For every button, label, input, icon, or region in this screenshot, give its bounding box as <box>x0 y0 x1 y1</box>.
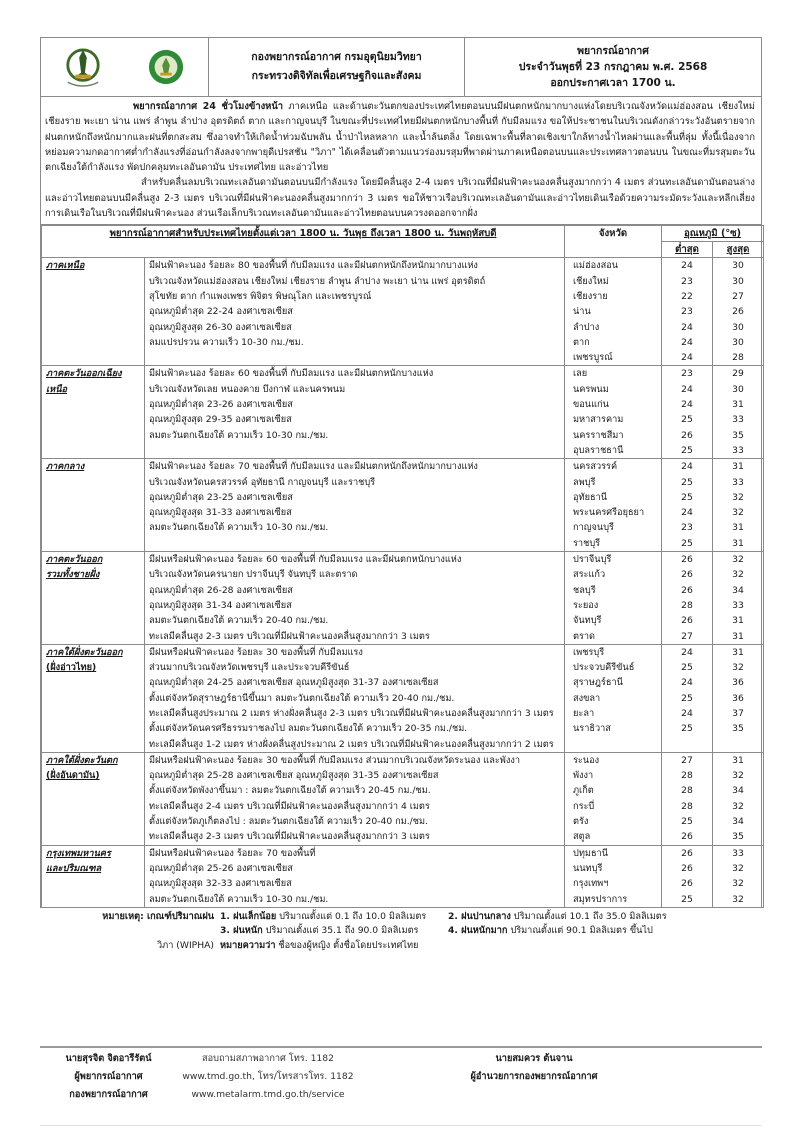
region-title: ภาคตะวันออก <box>46 554 103 566</box>
forecast-line: มีฝนฟ้าคะนอง ร้อยละ 70 ของพื้นที่ กับมีลมแรง และมีฝนตกหนักถึงหนักมากบางแห่ง <box>149 461 478 473</box>
province-name: ระยอง <box>573 599 599 611</box>
forecast-period-header: พยากรณ์อากาศสำหรับประเทศไทยตั้งแต่เวลา 1800 น. วันพุธ ถึงเวลา 1800 น. วันพฤหัสบดี <box>42 226 565 258</box>
max-temp: 31 <box>732 646 744 658</box>
province-name-column <box>565 752 662 845</box>
province-name: ภูเก็ต <box>573 785 594 797</box>
region-title: กรุงเทพมหานคร <box>46 847 111 859</box>
storm-name-label: วิภา (WIPHA) <box>157 939 214 951</box>
summary-paragraph-1 <box>45 99 755 175</box>
region-subtitle: รวมทั้งชายฝั่ง <box>46 569 100 581</box>
min-temp: 25 <box>681 414 693 426</box>
bottom-divider <box>40 1125 762 1126</box>
region-name <box>42 752 145 845</box>
temperature-header: อุณหภูมิ (°ซ) <box>662 226 764 242</box>
forecast-line: ตั้งแต่จังหวัดพังงาขึ้นมา : ลมตะวันตกเฉียงใต้ ความเร็ว 20-45 กม./ชม. <box>149 785 431 797</box>
province-name: ตราด <box>573 630 596 642</box>
rain-category-2: 2. ฝนปานกลาง ปริมาณตั้งแต่ 10.1 ถึง 35.0 มิลลิเมตร <box>448 910 667 922</box>
forecaster-role: ผู้พยากรณ์อากาศ <box>74 1071 143 1082</box>
province-name-column <box>565 552 662 645</box>
province-name: ลพบุรี <box>573 476 596 488</box>
max-temp: 32 <box>732 569 744 581</box>
region-subtitle: และปริมณฑล <box>46 862 102 874</box>
province-name: เชียงราย <box>573 290 608 302</box>
document-header <box>41 38 761 97</box>
forecast-line: อุณหภูมิต่ำสุด 22-24 องศาเซลเซียส <box>149 306 293 318</box>
forecast-line: มีฝนหรือฝนฟ้าคะนอง ร้อยละ 60 ของพื้นที่ กับมีลมแรง และมีฝนตกหนักบางแห่ง <box>149 554 462 566</box>
min-temp: 25 <box>681 692 693 704</box>
min-temp: 26 <box>681 615 693 627</box>
min-temp: 28 <box>681 785 693 797</box>
max-temp: 33 <box>732 444 744 456</box>
min-temp: 24 <box>681 352 693 364</box>
region-name <box>42 459 145 552</box>
forecast-line: ลมตะวันตกเฉียงใต้ ความเร็ว 10-30 กม./ชม. <box>149 893 329 905</box>
region-name <box>42 845 145 907</box>
max-temp: 30 <box>732 383 744 395</box>
province-name-column <box>565 644 662 752</box>
max-temp-header: สูงสุด <box>713 242 764 258</box>
forecast-line: ลมตะวันตกเฉียงใต้ ความเร็ว 10-30 กม./ชม. <box>149 429 329 441</box>
min-temp: 28 <box>681 599 693 611</box>
min-temp-column <box>662 845 713 907</box>
min-temp: 24 <box>681 383 693 395</box>
min-temp: 24 <box>681 336 693 348</box>
max-temp: 32 <box>732 862 744 874</box>
province-name: กระบี่ <box>573 800 595 812</box>
province-name: ชลบุรี <box>573 584 596 596</box>
forecast-line: ส่วนมากบริเวณจังหวัดเพชรบุรี และประจวบคีรีขันธ์ <box>149 662 350 674</box>
region-name <box>42 258 145 366</box>
province-header: จังหวัด <box>565 226 662 258</box>
min-temp: 25 <box>681 893 693 905</box>
province-name: สุราษฎร์ธานี <box>573 677 623 689</box>
director-block <box>399 1050 669 1104</box>
province-name: ระนอง <box>573 754 600 766</box>
forecast-line: บริเวณจังหวัดแม่ฮ่องสอน เชียงใหม่ เชียงราย ลำพูน ลำปาง พะเยา น่าน แพร่ อุตรดิตถ์ <box>149 275 486 287</box>
max-temp: 31 <box>732 461 744 473</box>
province-name: สมุทรปราการ <box>573 893 628 905</box>
max-temp: 31 <box>732 754 744 766</box>
org-line-1: กองพยากรณ์อากาศ กรมอุตุนิยมวิทยา <box>251 51 422 63</box>
region-forecast <box>145 258 565 366</box>
min-temp: 28 <box>681 800 693 812</box>
region-title: ภาคใต้ฝั่งตะวันออก <box>46 646 123 658</box>
min-temp: 24 <box>681 260 693 272</box>
notes-section <box>40 910 762 954</box>
province-name: พังงา <box>573 770 594 782</box>
min-temp-column <box>662 644 713 752</box>
max-temp: 33 <box>732 847 744 859</box>
min-temp: 24 <box>681 677 693 689</box>
province-name: นครพนม <box>573 383 609 395</box>
contact-website[interactable]: www.tmd.go.th, โทร/โทรสารโทร. 1182 <box>182 1071 354 1082</box>
max-temp: 31 <box>732 537 744 549</box>
contact-phone: สอบถามสภาพอากาศ โทร. 1182 <box>202 1053 334 1064</box>
min-temp-header: ต่ำสุด <box>662 242 713 258</box>
province-name: ราชบุรี <box>573 537 601 549</box>
forecaster-name: นายสุรจิต จิตอารีรัตน์ <box>65 1053 152 1064</box>
forecast-line: บริเวณจังหวัดเลย หนองคาย บึงกาฬ และนครพนม <box>149 383 346 395</box>
max-temp: 29 <box>732 368 744 380</box>
forecast-line: ทะเลมีคลื่นสูงประมาณ 2 เมตร ห่างฝั่งคลื่นสูง 2-3 เมตร บริเวณที่มีฝนฟ้าคะนองคลื่นสูงมากกว่า 3 เมตร <box>149 707 554 719</box>
province-name: ประจวบคีรีขันธ์ <box>573 662 635 674</box>
forecast-line: ทะเลมีคลื่นสูง 2-4 เมตร บริเวณที่มีฝนฟ้าคะนองคลื่นสูงมากกว่า 4 เมตร <box>149 800 430 812</box>
forecast-line: ทะเลมีคลื่นสูง 2-3 เมตร บริเวณที่มีฝนฟ้าคะนองคลื่นสูงมากกว่า 3 เมตร <box>149 630 430 642</box>
max-temp: 34 <box>732 816 744 828</box>
max-temp: 31 <box>732 615 744 627</box>
max-temp: 32 <box>732 878 744 890</box>
province-name: จันทบุรี <box>573 615 602 627</box>
title-date: ประจำวันพุธที่ 23 กรกฎาคม พ.ศ. 2568 <box>518 61 708 73</box>
province-name: ขอนแก่น <box>573 399 609 411</box>
region-subtitle: (ฝั่งอันดามัน) <box>46 770 100 782</box>
min-temp: 25 <box>681 476 693 488</box>
province-name: นครราชสีมา <box>573 429 624 441</box>
ministry-logo-icon <box>64 44 102 90</box>
max-temp: 36 <box>732 692 744 704</box>
province-name: น่าน <box>573 306 591 318</box>
max-temp: 35 <box>732 429 744 441</box>
region-title: ภาคตะวันออกเฉียงเหนือ <box>46 368 122 395</box>
forecast-line: บริเวณจังหวัดนครสวรรค์ อุทัยธานี กาญจนบุรี และราชบุรี <box>149 476 376 488</box>
max-temp: 32 <box>732 507 744 519</box>
region-row <box>42 845 764 907</box>
max-temp: 30 <box>732 260 744 272</box>
province-name-column <box>565 258 662 366</box>
max-temp: 26 <box>732 306 744 318</box>
min-temp: 26 <box>681 847 693 859</box>
max-temp-column <box>713 752 764 845</box>
region-name <box>42 644 145 752</box>
region-forecast <box>145 459 565 552</box>
forecast-line: อุณหภูมิสูงสุด 26-30 องศาเซลเซียส <box>149 321 292 333</box>
forecast-line: อุณหภูมิสูงสุด 32-33 องศาเซลเซียส <box>149 878 292 890</box>
region-title: ภาคใต้ฝั่งตะวันตก <box>46 754 118 766</box>
region-row <box>42 366 764 459</box>
contact-service-link[interactable]: www.metalarm.tmd.go.th/service <box>191 1089 345 1100</box>
region-forecast <box>145 366 565 459</box>
forecast-line: อุณหภูมิต่ำสุด 23-25 องศาเซลเซียส <box>149 491 293 503</box>
region-row <box>42 459 764 552</box>
province-name: ปทุมธานี <box>573 847 608 859</box>
max-temp-column <box>713 258 764 366</box>
min-temp: 24 <box>681 507 693 519</box>
province-name: สระแก้ว <box>573 569 606 581</box>
document-frame <box>40 37 762 908</box>
min-temp: 23 <box>681 368 693 380</box>
max-temp-column <box>713 845 764 907</box>
min-temp-column <box>662 366 713 459</box>
min-temp: 26 <box>681 862 693 874</box>
tmd-logo-icon <box>147 44 185 90</box>
forecast-line: ลมแปรปรวน ความเร็ว 10-30 กม./ชม. <box>149 336 304 348</box>
province-name: สงขลา <box>573 692 601 704</box>
max-temp: 30 <box>732 275 744 287</box>
forecast-table <box>41 225 764 907</box>
forecast-line: สุโขทัย ตาก กำแพงเพชร พิจิตร พิษณุโลก และเพชรบูรณ์ <box>149 290 372 302</box>
max-temp: 32 <box>732 491 744 503</box>
province-name: อุบลราชธานี <box>573 444 624 456</box>
max-temp: 36 <box>732 677 744 689</box>
min-temp: 26 <box>681 584 693 596</box>
max-temp: 31 <box>732 630 744 642</box>
province-name: ปราจีนบุรี <box>573 554 612 566</box>
max-temp: 37 <box>732 707 744 719</box>
province-name: เชียงใหม่ <box>573 275 609 287</box>
province-name: พระนครศรีอยุธยา <box>573 507 645 519</box>
min-temp: 22 <box>681 290 693 302</box>
min-temp: 26 <box>681 878 693 890</box>
title-line-1: พยากรณ์อากาศ <box>577 45 649 57</box>
forecast-line: อุณหภูมิต่ำสุด 23-26 องศาเซลเซียส <box>149 399 293 411</box>
province-name: นครสวรรค์ <box>573 461 618 473</box>
region-row <box>42 752 764 845</box>
min-temp: 25 <box>681 816 693 828</box>
region-row <box>42 258 764 366</box>
max-temp: 30 <box>732 336 744 348</box>
forecast-line: ตั้งแต่จังหวัดภูเก็ตลงไป : ลมตะวันตกเฉียงใต้ ความเร็ว 20-40 กม./ชม. <box>149 816 428 828</box>
province-name: กาญจนบุรี <box>573 522 614 534</box>
forecast-line: ทะเลมีคลื่นสูง 2-3 เมตร บริเวณที่มีฝนฟ้าคะนองคลื่นสูงมากกว่า 3 เมตร <box>149 831 430 843</box>
forecast-summary <box>41 97 761 225</box>
min-temp: 24 <box>681 461 693 473</box>
forecaster-block <box>40 1050 177 1104</box>
summary-paragraph-2: สำหรับคลื่นลมบริเวณทะเลอันดามันตอนบนมีกำลังแรง โดยมีคลื่นสูง 2-4 เมตร บริเวณที่มีฝนฟ้าคะนองคลื่นสูงมากกว่า 4 เมตร ส่วนทะเลอันดามันตอนล่างและอ่าวไทยตอนบนมีคลื่นสูง 2-3 เมตร บริเวณที่มีฝนฟ้าคะนองคลื่นสูงมากกว่า 3 เมตร ขอให้ชาวเรือบริเวณทะเลอันดามันและอ่าวไทยเดินเรือด้วยความระมัดระวังและหลีกเลี่ยงการเดินเรือในบริเวณที่มีฝนฟ้าคะนอง ส่วนเรือเล็กบริเวณทะเลอันดามันและอ่าวไทยตอนบนควรงดออกจากฝั่ง <box>45 177 755 220</box>
notes-row-1 <box>40 910 762 925</box>
max-temp: 35 <box>732 723 744 735</box>
forecaster-department: กองพยากรณ์อากาศ <box>69 1089 148 1100</box>
org-line-2: กระทรวงดิจิทัลเพื่อเศรษฐกิจและสังคม <box>251 70 422 82</box>
max-temp-column <box>713 552 764 645</box>
notes-label: หมายเหตุ: เกณฑ์ปริมาณฝน <box>102 910 214 922</box>
min-temp: 26 <box>681 569 693 581</box>
province-name-column <box>565 845 662 907</box>
forecast-line: อุณหภูมิสูงสุด 31-34 องศาเซลเซียส <box>149 599 292 611</box>
forecast-line: มีฝนฟ้าคะนอง ร้อยละ 60 ของพื้นที่ กับมีลมแรง และมีฝนตกหนักบางแห่ง <box>149 368 434 380</box>
storm-name-meaning: หมายความว่า ชื่อของผู้หญิง ตั้งชื่อโดยประเทศไทย <box>220 939 419 951</box>
rain-category-1: 1. ฝนเล็กน้อย ปริมาณตั้งแต่ 0.1 ถึง 10.0 มิลลิเมตร <box>220 910 427 922</box>
min-temp-column <box>662 258 713 366</box>
forecast-line: มีฝนหรือฝนฟ้าคะนอง ร้อยละ 70 ของพื้นที่ <box>149 847 316 859</box>
max-temp: 28 <box>732 352 744 364</box>
max-temp: 33 <box>732 599 744 611</box>
province-name: กรุงเทพฯ <box>573 878 609 890</box>
min-temp: 24 <box>681 321 693 333</box>
region-forecast <box>145 644 565 752</box>
max-temp: 33 <box>732 476 744 488</box>
province-name-column <box>565 366 662 459</box>
min-temp: 25 <box>681 662 693 674</box>
max-temp: 35 <box>732 831 744 843</box>
logo-area <box>41 38 209 96</box>
region-subtitle: (ฝั่งอ่าวไทย) <box>46 662 97 674</box>
max-temp: 30 <box>732 321 744 333</box>
summary-lead: พยากรณ์อากาศ 24 ชั่วโมงข้างหน้า <box>133 101 284 112</box>
organization-name <box>209 38 465 96</box>
min-temp: 25 <box>681 491 693 503</box>
region-row <box>42 552 764 645</box>
min-temp: 27 <box>681 754 693 766</box>
province-name: มหาสารคาม <box>573 414 624 426</box>
document-title <box>465 38 761 96</box>
min-temp: 27 <box>681 630 693 642</box>
forecast-line: บริเวณจังหวัดนครนายก ปราจีนบุรี จันทบุรี และตราด <box>149 569 358 581</box>
max-temp: 33 <box>732 414 744 426</box>
forecast-line: มีฝนหรือฝนฟ้าคะนอง ร้อยละ 30 ของพื้นที่ กับมีลมแรง <box>149 646 363 658</box>
min-temp: 23 <box>681 275 693 287</box>
min-temp-column <box>662 752 713 845</box>
province-name: สตูล <box>573 831 591 843</box>
min-temp: 24 <box>681 646 693 658</box>
min-temp: 24 <box>681 707 693 719</box>
province-name: เพชรบูรณ์ <box>573 352 613 364</box>
max-temp-column <box>713 366 764 459</box>
region-title: ภาคเหนือ <box>46 260 85 272</box>
signature-footer <box>40 1046 762 1104</box>
forecast-line: มีฝนหรือฝนฟ้าคะนอง ร้อยละ 30 ของพื้นที่ กับมีลมแรง ส่วนมากบริเวณจังหวัดระนอง และพังงา <box>149 754 520 766</box>
min-temp: 24 <box>681 399 693 411</box>
forecast-line: อุณหภูมิต่ำสุด 25-26 องศาเซลเซียส <box>149 862 293 874</box>
max-temp: 34 <box>732 584 744 596</box>
min-temp: 26 <box>681 554 693 566</box>
forecast-document <box>40 37 762 953</box>
min-temp: 23 <box>681 306 693 318</box>
min-temp: 25 <box>681 723 693 735</box>
min-temp: 25 <box>681 537 693 549</box>
min-temp: 28 <box>681 770 693 782</box>
region-row <box>42 644 764 752</box>
min-temp-column <box>662 552 713 645</box>
forecast-line: ทะเลมีคลื่นสูง 1-2 เมตร ห่างฝั่งคลื่นสูงประมาณ 2 เมตร บริเวณที่มีฝนฟ้าคะนองคลื่นสูงมากกว่า 2 เมตร <box>149 738 554 750</box>
max-temp: 32 <box>732 662 744 674</box>
notes-row-3 <box>40 939 762 954</box>
max-temp: 34 <box>732 785 744 797</box>
forecast-line: มีฝนฟ้าคะนอง ร้อยละ 80 ของพื้นที่ กับมีลมแรง และมีฝนตกหนักถึงหนักมากบางแห่ง <box>149 260 478 272</box>
forecast-line: อุณหภูมิสูงสุด 29-35 องศาเซลเซียส <box>149 414 292 426</box>
region-forecast <box>145 752 565 845</box>
max-temp: 32 <box>732 893 744 905</box>
rain-category-3: 3. ฝนหนัก ปริมาณตั้งแต่ 35.1 ถึง 90.0 มิลลิเมตร <box>220 925 419 937</box>
forecast-line: ตั้งแต่จังหวัดนครศรีธรรมราชลงไป ลมตะวันตกเฉียงใต้ ความเร็ว 20-35 กม./ชม. <box>149 723 468 735</box>
forecast-line: อุณหภูมิต่ำสุด 24-25 องศาเซลเซียส อุณหภูมิสูงสุด 31-37 องศาเซลเซียส <box>149 677 439 689</box>
max-temp-column <box>713 459 764 552</box>
forecast-line: ลมตะวันตกเฉียงใต้ ความเร็ว 20-40 กม./ชม. <box>149 615 329 627</box>
forecast-line: ตั้งแต่จังหวัดสุราษฎร์ธานีขึ้นมา ลมตะวันตกเฉียงใต้ ความเร็ว 20-40 กม./ชม. <box>149 692 455 704</box>
notes-row-2 <box>40 924 762 939</box>
title-issue-time: ออกประกาศเวลา 1700 น. <box>550 77 676 89</box>
max-temp: 32 <box>732 770 744 782</box>
director-role: ผู้อำนวยการกองพยากรณ์อากาศ <box>470 1071 598 1082</box>
forecast-line: อุณหภูมิสูงสุด 31-33 องศาเซลเซียส <box>149 507 292 519</box>
province-name: นราธิวาส <box>573 723 611 735</box>
max-temp: 27 <box>732 290 744 302</box>
province-name: ยะลา <box>573 707 595 719</box>
min-temp: 25 <box>681 444 693 456</box>
province-name: แม่ฮ่องสอน <box>573 260 618 272</box>
region-forecast <box>145 552 565 645</box>
min-temp-column <box>662 459 713 552</box>
province-name: อุทัยธานี <box>573 491 608 503</box>
region-forecast <box>145 845 565 907</box>
region-name <box>42 366 145 459</box>
max-temp-column <box>713 644 764 752</box>
forecast-line: อุณหภูมิต่ำสุด 26-28 องศาเซลเซียส <box>149 584 293 596</box>
region-title: ภาคกลาง <box>46 461 85 473</box>
max-temp: 32 <box>732 554 744 566</box>
min-temp: 23 <box>681 522 693 534</box>
forecast-line: อุณหภูมิต่ำสุด 25-28 องศาเซลเซียส อุณหภูมิสูงสุด 31-35 องศาเซลเซียส <box>149 770 439 782</box>
province-name: นนทบุรี <box>573 862 603 874</box>
contact-block <box>177 1050 359 1104</box>
max-temp: 32 <box>732 800 744 812</box>
summary-text-1: ภาคเหนือ และด้านตะวันตกของประเทศไทยตอนบนมีฝนตกหนักมากบางแห่งโดยบริเวณจังหวัดแม่ฮ่องสอน เชียงใหม่ เชียงราย พะเยา น่าน แพร่ ลำพูน ลำปาง อุตรดิตถ์ ตาก และกาญจนบุรี ในขณะที่ประเทศไทยมีฝนตกหนักบางพื้นที่ กับมีลมแรง ขอให้ประชาชนในบริเวณดังกล่าวระวังอันตรายจากฝนตกหนักถึงหนักมากและฝนที่ตกสะสม ซึ่งอาจทำให้เกิดน้ำท่วมฉับพลัน น้ำป่าไหลหลาก และน้ำล้นตลิ่ง โดยเฉพาะพื้นที่ลาดเชิงเขาใกล้ทางน้ำไหลผ่านและพื้นที่ลุ่ม ทั้งนี้เนื่องจากหย่อมความกดอากาศต่ำกำลังแรงที่อ่อนกำลังลงจากพายุดีเปรสชัน "วิภา" ได้เคลื่อนตัวตามแนวร่องมรสุมที่พาดผ่านภาคเหนือตอนบนและประเทศลาวตอนบน ในขณะที่มรสุมตะวันตกเฉียงใต้กำลังแรง พัดปกคลุมทะเลอันดามัน ประเทศไทย และอ่าวไทย <box>45 101 755 174</box>
forecast-line: ลมตะวันตกเฉียงใต้ ความเร็ว 10-30 กม./ชม. <box>149 522 329 534</box>
province-name: เลย <box>573 368 588 380</box>
province-name: ตาก <box>573 336 590 348</box>
region-name <box>42 552 145 645</box>
min-temp: 26 <box>681 831 693 843</box>
min-temp: 26 <box>681 429 693 441</box>
province-name: ตรัง <box>573 816 589 828</box>
province-name: ลำปาง <box>573 321 600 333</box>
rain-category-4: 4. ฝนหนักมาก ปริมาณตั้งแต่ 90.1 มิลลิเมตร ขึ้นไป <box>448 925 653 937</box>
forecast-table-body <box>42 258 764 907</box>
director-name: นายสมควร ต้นจาน <box>495 1053 573 1064</box>
max-temp: 31 <box>732 522 744 534</box>
province-name-column <box>565 459 662 552</box>
max-temp: 31 <box>732 399 744 411</box>
province-name: เพชรบุรี <box>573 646 605 658</box>
